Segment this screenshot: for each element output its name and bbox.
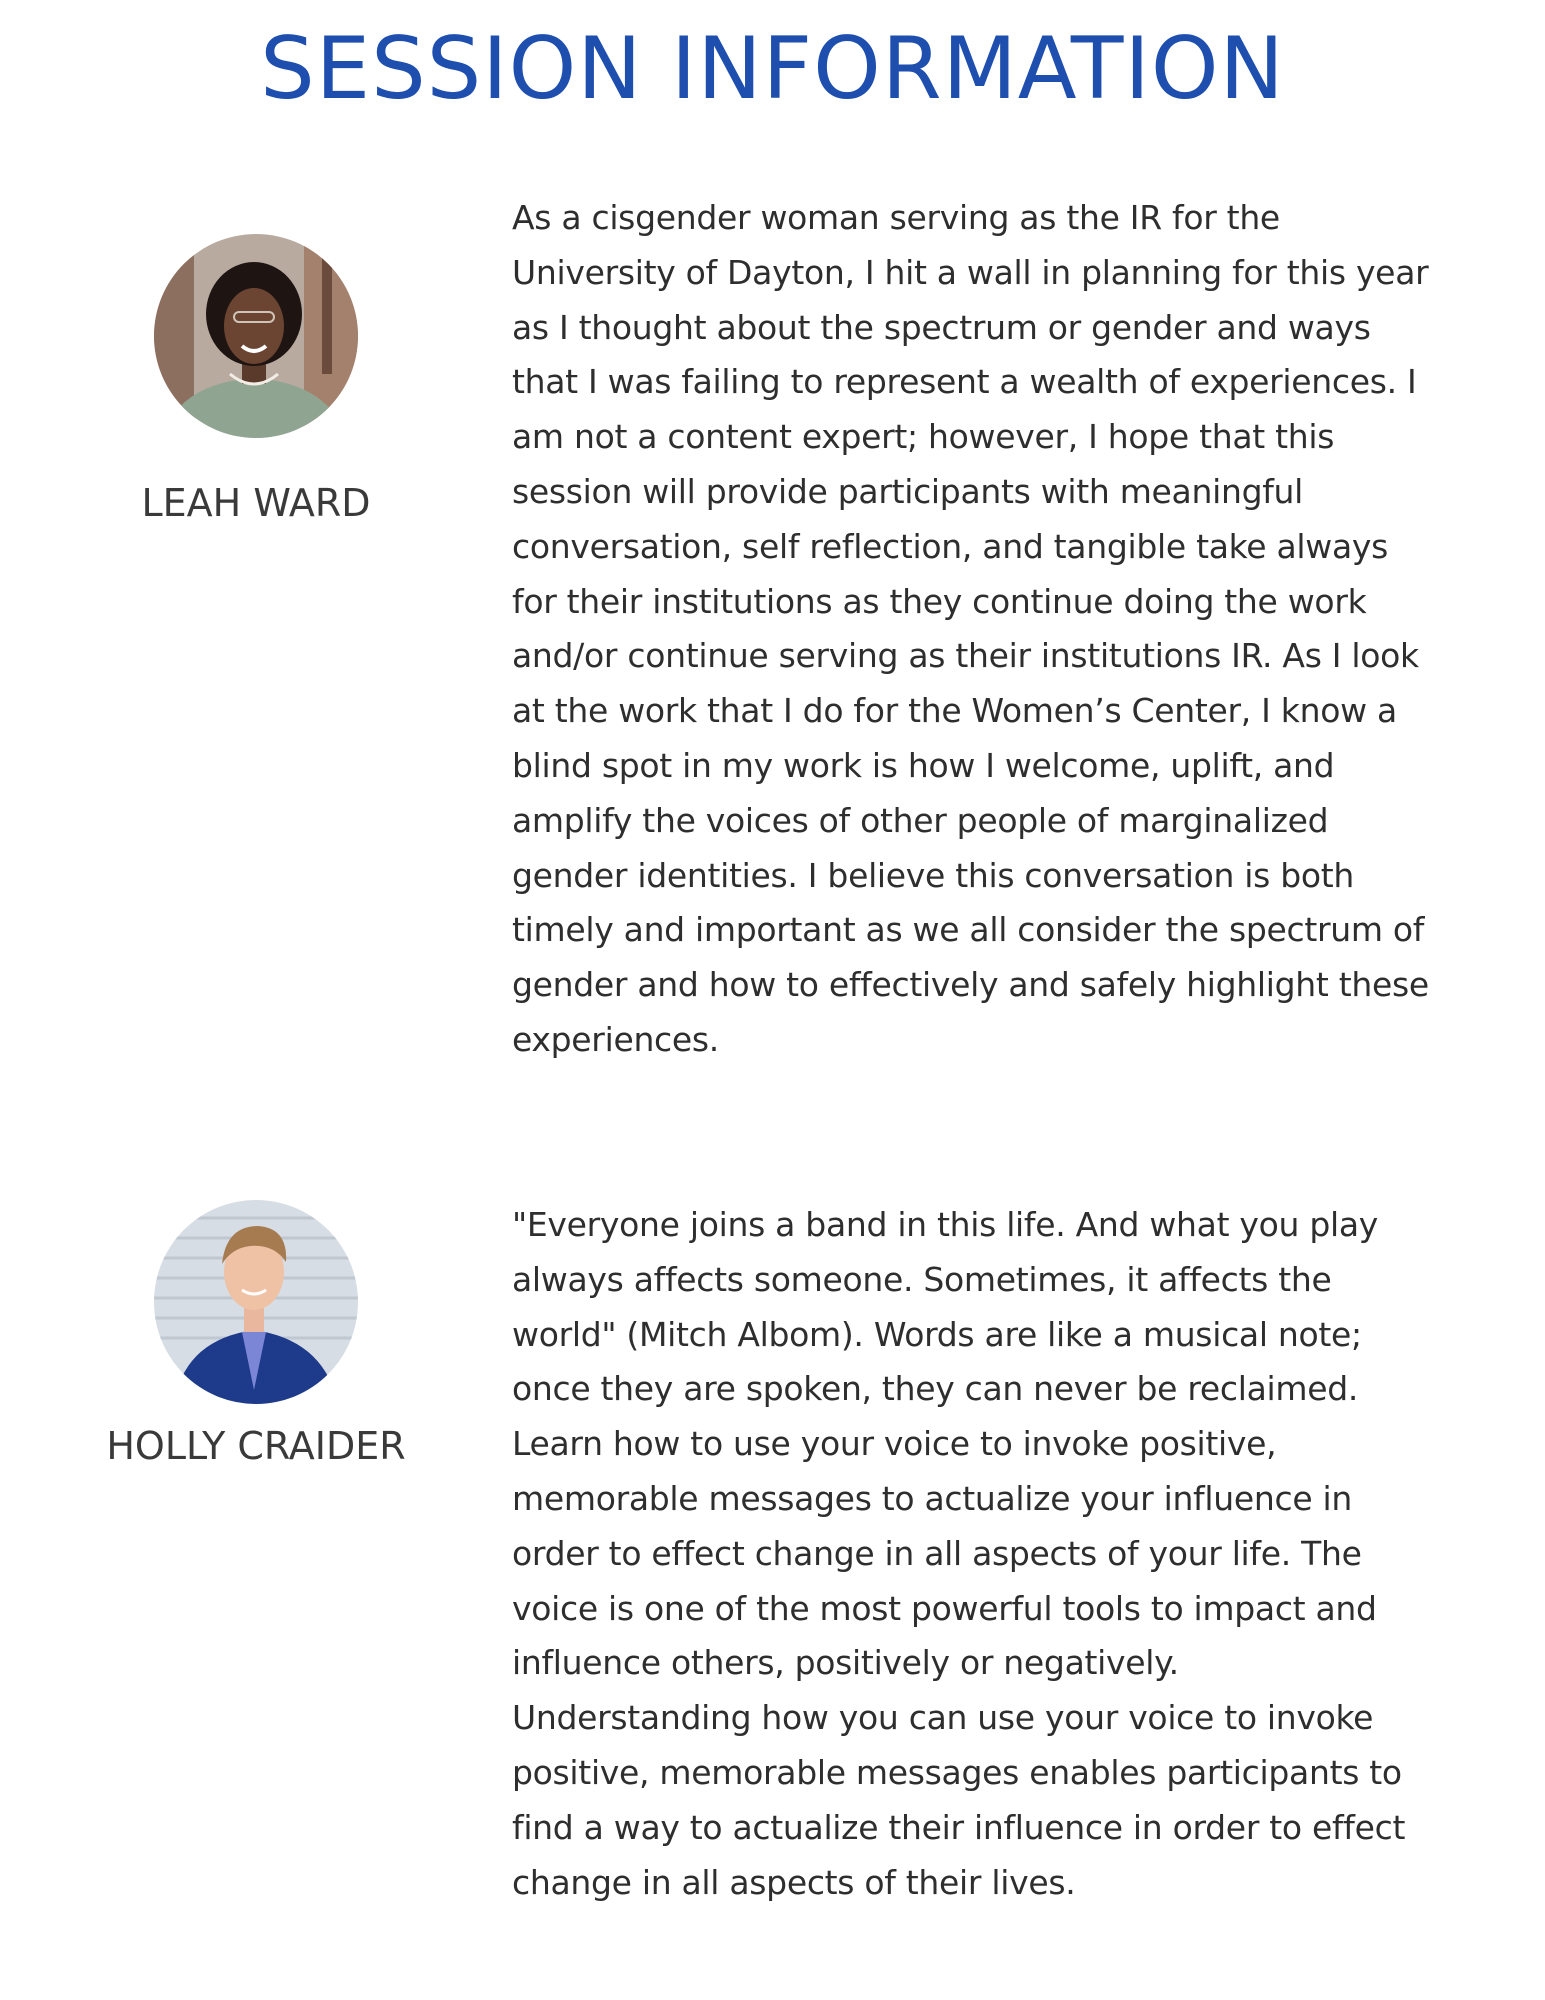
bio-line: that I was failing to represent a wealth of experiences. I [512,362,1417,402]
bio-line: Learn how to use your voice to invoke positive, [512,1424,1277,1464]
speaker-portrait-icon [154,1200,358,1404]
bio-line: conversation, self reflection, and tangible take always [512,526,1388,566]
bio-line: gender and how to effectively and safely highlight these [512,965,1429,1005]
speaker-name-leah-ward: LEAH WARD [141,481,371,525]
speaker-portrait-icon [154,234,358,438]
speaker-name-holly-craider: HOLLY CRAIDER [106,1424,406,1468]
bio-line: change in all aspects of their lives. [512,1862,1076,1902]
bio-line: at the work that I do for the Women’s Center, I know a [512,691,1397,731]
bio-line: "Everyone joins a band in this life. And what you play [512,1205,1379,1244]
bio-line: influence others, positively or negatively. [512,1643,1179,1683]
bio-line: University of Dayton, I hit a wall in planning for this year [512,252,1429,292]
bio-line: find a way to actualize their influence in order to effect [512,1807,1406,1847]
bio-line: always affects someone. Sometimes, it affects the [512,1259,1332,1299]
bio-line: As a cisgender woman serving as the IR for the [512,198,1280,237]
bio-line: timely and important as we all consider the spectrum of [512,910,1425,950]
page-title: SESSION INFORMATION [260,19,1285,119]
bio-line: amplify the voices of other people of marginalized [512,800,1329,840]
speaker-bio-leah-ward [512,191,1512,1068]
speaker-bio-holly-craider [512,1198,1512,1910]
bio-line: for their institutions as they continue doing the work [512,581,1367,621]
bio-line: Understanding how you can use your voice to invoke [512,1698,1374,1738]
bio-line: experiences. [512,1019,719,1059]
bio-line: gender identities. I believe this conversation is both [512,855,1355,895]
speaker-photo-leah-ward [154,234,358,438]
bio-line: positive, memorable messages enables participants to [512,1752,1402,1792]
speaker-photo-holly-craider [154,1200,358,1404]
bio-line: order to effect change in all aspects of your life. The [512,1533,1362,1573]
bio-line: blind spot in my work is how I welcome, uplift, and [512,745,1335,785]
bio-line: and/or continue serving as their institutions IR. As I look [512,636,1419,676]
bio-line: memorable messages to actualize your influence in [512,1478,1352,1518]
bio-line: once they are spoken, they can never be reclaimed. [512,1369,1359,1409]
bio-line: world" (Mitch Albom). Words are like a musical note; [512,1314,1362,1354]
bio-line: session will provide participants with meaningful [512,471,1304,511]
bio-line: as I thought about the spectrum or gender and ways [512,307,1371,347]
bio-line: am not a content expert; however, I hope that this [512,417,1335,457]
bio-line: voice is one of the most powerful tools to impact and [512,1588,1377,1628]
